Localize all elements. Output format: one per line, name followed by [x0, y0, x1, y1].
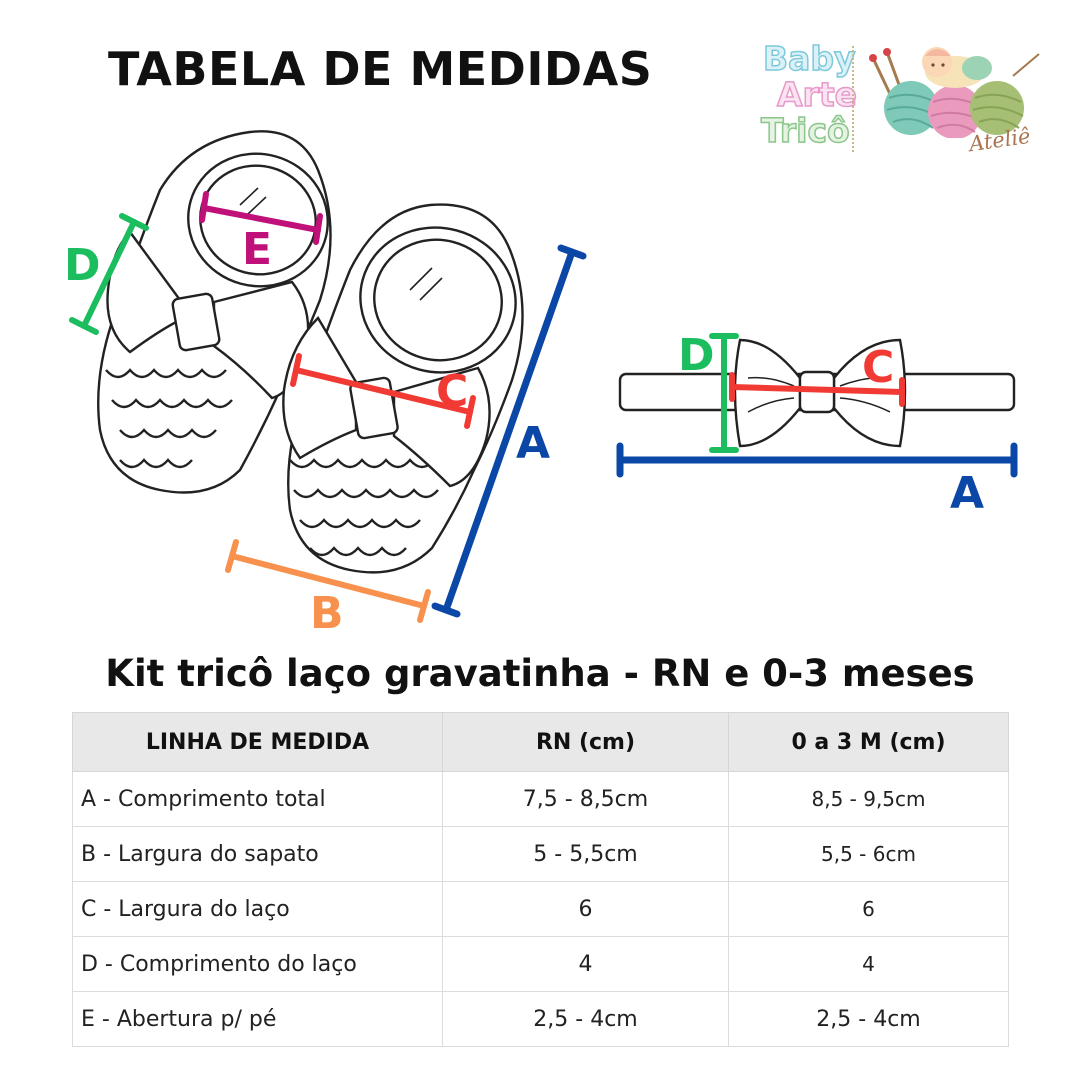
- row-0-3m-value: 6: [729, 882, 1009, 937]
- logo-word-baby: Baby: [763, 39, 856, 78]
- header-measure-line: LINHA DE MEDIDA: [73, 713, 443, 772]
- table-header-row: [73, 713, 1009, 772]
- label-c-shoe: C: [436, 366, 469, 417]
- row-label: E - Abertura p/ pé: [73, 992, 443, 1047]
- kit-subtitle: Kit tricô laço gravatinha - RN e 0-3 meses: [105, 652, 975, 695]
- table-row: [73, 882, 1009, 937]
- row-rn-value: 2,5 - 4cm: [443, 992, 729, 1047]
- row-label: D - Comprimento do laço: [73, 937, 443, 992]
- row-label: A - Comprimento total: [73, 772, 443, 827]
- table-row: [73, 772, 1009, 827]
- label-b: B: [310, 588, 344, 639]
- table-row: [73, 937, 1009, 992]
- row-label: C - Largura do laço: [73, 882, 443, 937]
- row-0-3m-value: 2,5 - 4cm: [729, 992, 1009, 1047]
- label-a-headband: A: [950, 468, 985, 519]
- row-rn-value: 6: [443, 882, 729, 937]
- label-c-headband: C: [862, 342, 895, 393]
- logo-word-trico: Tricô: [761, 111, 850, 150]
- header-0-3m: 0 a 3 M (cm): [729, 713, 1009, 772]
- page-title: TABELA DE MEDIDAS: [108, 42, 653, 96]
- label-a-shoe: A: [516, 418, 551, 469]
- row-label: B - Largura do sapato: [73, 827, 443, 882]
- label-d-shoe: D: [64, 240, 101, 291]
- logo-word-arte: Arte: [777, 75, 857, 114]
- logo-tagline: Ateliê: [967, 123, 1032, 157]
- row-rn-value: 4: [443, 937, 729, 992]
- row-0-3m-value: 5,5 - 6cm: [729, 827, 1009, 882]
- row-rn-value: 5 - 5,5cm: [443, 827, 729, 882]
- table-row: [73, 992, 1009, 1047]
- label-d-headband: D: [678, 330, 715, 381]
- table-row: [73, 827, 1009, 882]
- header-rn: RN (cm): [443, 713, 729, 772]
- row-rn-value: 7,5 - 8,5cm: [443, 772, 729, 827]
- label-e: E: [242, 224, 273, 275]
- row-0-3m-value: 8,5 - 9,5cm: [729, 772, 1009, 827]
- measurements-table: [72, 712, 1009, 1047]
- row-0-3m-value: 4: [729, 937, 1009, 992]
